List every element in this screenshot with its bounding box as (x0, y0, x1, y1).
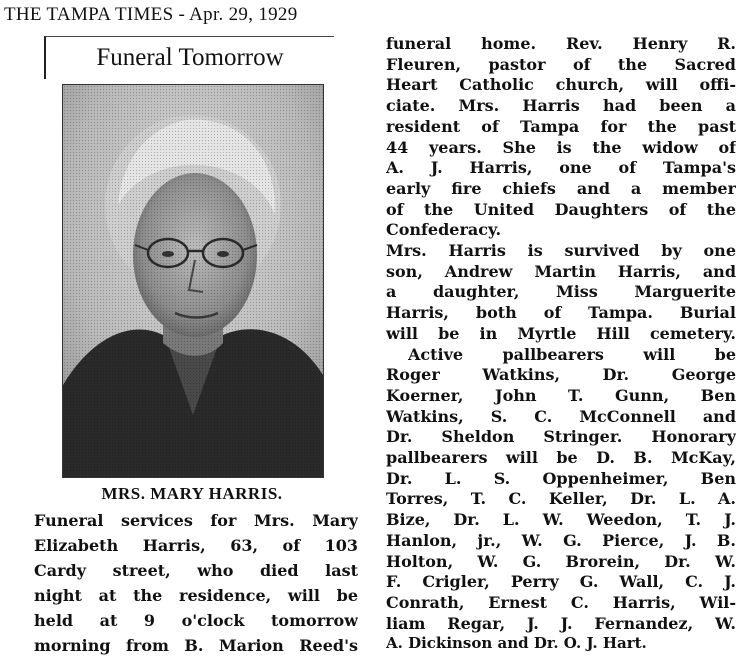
headline-box (44, 36, 334, 79)
article-line: will be in Myrtle Hill cemetery. (386, 323, 736, 343)
photo-caption: MRS. MARY HARRIS. (101, 484, 283, 503)
article-line: son, Andrew Martin Harris, and (386, 261, 736, 281)
article-line: held at 9 o'clock tomorrow (34, 611, 358, 630)
headline: Funeral Tomorrow (96, 44, 284, 71)
article-line: 44 years. She is the widow of (386, 137, 736, 157)
article-line: Mrs. Harris is survived by one (386, 241, 736, 260)
article-line: Conrath, Ernest C. Harris, Wil- (386, 592, 736, 612)
article-line: A. Dickinson and Dr. O. J. Hart. (386, 634, 647, 653)
article-line: Torres, T. C. Keller, Dr. L. A. (386, 489, 736, 509)
article-line: resident of Tampa for the past (386, 116, 736, 136)
article-line: Bize, Dr. L. W. Weedon, T. J. (386, 510, 736, 530)
article-line: Active pallbearers will be (408, 344, 736, 364)
article-line: Heart Catholic church, will offi- (386, 75, 736, 95)
article-line: Holton, W. G. Brorein, Dr. W. (386, 551, 736, 571)
article-line: Cardy street, who died last (34, 561, 358, 580)
article-line: Dr. Sheldon Stringer. Honorary (386, 427, 736, 447)
article-line: Fleuren, pastor of the Sacred (386, 54, 736, 74)
article-line: early fire chiefs and a member (386, 178, 736, 198)
article-line: a daughter, Miss Marguerite (386, 282, 736, 302)
article-line: night at the residence, will be (34, 586, 358, 605)
article-line: Confederacy. (386, 220, 502, 240)
article-line: Dr. L. S. Oppenheimer, Ben (386, 468, 736, 488)
portrait-photo (62, 84, 324, 478)
article-line: Hanlon, jr., W. G. Pierce, J. B. (386, 530, 736, 550)
article-line: Harris, both of Tampa. Burial (386, 303, 736, 323)
article-line: F. Crigler, Perry G. Wall, C. J. (386, 572, 736, 592)
article-line: Roger Watkins, Dr. George (386, 365, 736, 385)
dateline: THE TAMPA TIMES - Apr. 29, 1929 (4, 4, 298, 25)
article-line: Funeral services for Mrs. Mary (34, 511, 358, 530)
article-line: morning from B. Marion Reed's (34, 636, 358, 655)
article-line: pallbearers will be D. B. McKay, (386, 448, 736, 467)
article-line: of the United Daughters of the (386, 199, 736, 219)
article-line: Koerner, John T. Gunn, Ben (386, 385, 736, 405)
article-line: Watkins, S. C. McConnell and (386, 406, 736, 426)
article-line: ciate. Mrs. Harris had been a (386, 96, 736, 116)
article-line: Elizabeth Harris, 63, of 103 (34, 536, 358, 555)
article-line: A. J. Harris, one of Tampa's (386, 158, 736, 178)
article-line: liam Regar, J. J. Fernandez, W. (386, 613, 736, 633)
article-line: funeral home. Rev. Henry R. (386, 34, 736, 53)
